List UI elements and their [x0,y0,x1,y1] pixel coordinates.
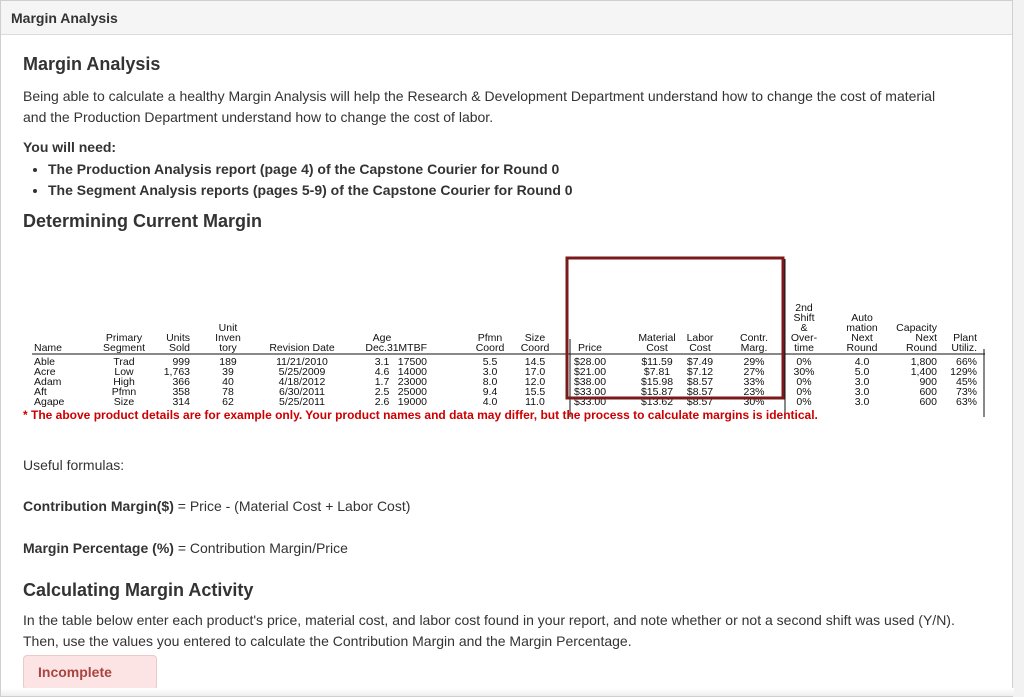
table-cell-age: 4.6 [374,366,390,378]
table-cell-auto: 3.0 [854,376,870,388]
table-cell-auto: 3.0 [854,386,870,398]
table-header-mtbf: MTBF [398,342,427,354]
table-header-capacity: Next [915,332,937,344]
table-cell-pfmn: 3.0 [482,366,498,378]
table-header-age: Dec.31 [365,342,399,354]
table-header-name: Name [34,342,63,354]
table-cell-inv: 39 [222,366,234,378]
need-item: • The Segment Analysis reports (pages 5-9) of the Capstone Courier for Round 0 [48,180,573,201]
table-header-revision: Revision Date [269,342,335,354]
table-cell-labor: $8.57 [686,376,714,388]
table-cell-material: $7.81 [643,366,671,378]
table-header-automation: Next [851,332,873,344]
table-cell-auto: 4.0 [854,356,870,368]
intro-paragraph: Being able to calculate a healthy Margin Analysis will help the Research & Development Department understand how to change the cost of material and the Production Department understand how to change the cost of labor. [23,88,936,125]
table-header-inventory: Unit [218,322,238,334]
table-header-overtime: 2nd [795,302,813,314]
table-header-material: Cost [646,342,668,354]
table-cell-rev: 6/30/2011 [279,386,325,398]
table-cell-units: 314 [172,396,190,408]
table-cell-capacity: 600 [919,396,937,408]
table-header-segment: Primary [105,332,143,344]
table-header-automation: Auto [851,312,873,324]
table-cell-age: 1.7 [374,376,390,388]
table-cell-age: 3.1 [374,356,390,368]
table-cell-units: 366 [172,376,190,388]
margin-percentage-term: Margin Percentage (%) [23,540,174,556]
contribution-margin-expression: = Price - (Material Cost + Labor Cost) [173,498,411,514]
contribution-margin-term: Contribution Margin($) [23,498,174,514]
table-cell-mtbf: 14000 [397,366,427,378]
table-cell-capacity: 1,800 [910,356,937,368]
table-cell-price: $21.00 [573,366,607,378]
activity-instructions: In the table below enter each product's price, material cost, and labor cost found in your report, and note whether or not a second shift was used (Y/N). Then, use the values you entered to calculate the Contribution Margin and the Margin Percentage. [23,612,955,649]
table-cell-age: 2.5 [374,386,390,398]
table-cell-price: $33.00 [573,396,607,408]
margin-percentage-expression: = Contribution Margin/Price [173,540,348,556]
table-cell-size: 11.0 [525,396,545,408]
table-cell-pfmn: 5.5 [482,356,498,368]
table-cell-material: $15.98 [640,376,674,388]
example-disclaimer-note: * The above product details are for example only. Your product names and data may differ, but the process to calculate margins is identical. [23,408,818,422]
panel-bottom-shade [1,688,1014,696]
table-cell-size: 15.5 [524,386,546,398]
table-cell-inv: 78 [222,386,234,398]
example-product-table [32,254,985,408]
table-cell-name: Agape [34,396,65,408]
section-title-calculating-margin: Calculating Margin Activity [23,580,254,600]
section-title-margin-analysis: Margin Analysis [23,54,161,74]
table-cell-material: $13.62 [640,396,674,408]
table-cell-rev: 4/18/2012 [278,376,326,388]
table-header-overtime: Shift [793,312,815,324]
table-cell-contr: 27% [743,366,765,378]
table-cell-name: Adam [34,376,62,388]
table-header-size: Coord [520,342,550,354]
table-cell-inv: 40 [222,376,234,388]
table-cell-units: 1,763 [163,366,190,378]
table-header-contr: Marg. [740,342,768,354]
table-header-inventory: Inven [215,332,241,344]
table-cell-mtbf: 25000 [397,386,427,398]
table-cell-labor: $7.49 [686,356,714,368]
incomplete-status-button[interactable]: Incomplete [23,655,157,690]
table-cell-labor: $8.57 [686,386,714,398]
table-cell-size: 14.5 [524,356,546,368]
table-cell-auto: 3.0 [854,396,870,408]
table-header-units_sold: Units [166,332,190,344]
need-label: You will need: [23,139,117,155]
table-cell-plant: 45% [955,376,977,388]
table-cell-rev: 5/25/2009 [278,366,326,378]
table-cell-contr: 23% [743,386,765,398]
table-header-segment: Segment [102,342,146,354]
need-item: • The Production Analysis report (page 4) of the Capstone Courier for Round 0 [48,159,573,180]
table-cell-inv: 189 [219,356,237,368]
table-cell-pfmn: 8.0 [482,376,498,388]
table-cell-auto: 5.0 [854,366,870,378]
table-cell-pfmn: 9.4 [482,386,498,398]
table-cell-segment: High [113,376,135,388]
table-cell-overtime: 30% [793,366,815,378]
table-header-pfmn: Pfmn [477,332,503,344]
table-cell-material: $11.59 [641,356,673,368]
table-cell-rev: 11/21/2010 [276,356,328,368]
table-cell-inv: 62 [222,396,234,408]
table-cell-overtime: 0% [796,376,812,388]
example-table-graphic [32,254,985,408]
table-cell-contr: 30% [743,396,765,408]
table-cell-price: $38.00 [573,376,607,388]
useful-formulas-label: Useful formulas: [23,457,125,473]
table-cell-labor: $8.57 [686,396,714,408]
table-cell-units: 999 [172,356,190,368]
table-cell-capacity: 900 [919,376,937,388]
table-cell-material: $15.87 [640,386,674,398]
table-cell-name: Aft [34,386,47,398]
table-cell-mtbf: 19000 [397,396,427,408]
table-cell-pfmn: 4.0 [482,396,498,408]
table-header-units_sold: Sold [168,342,190,354]
table-cell-name: Able [34,356,56,368]
table-cell-segment: Trad [113,356,135,368]
table-cell-plant: 63% [955,396,977,408]
table-header-capacity: Capacity [896,322,937,334]
needs-list [23,159,573,201]
table-header-automation: Round [846,342,878,354]
panel-header-title: Margin Analysis [1,1,1012,35]
table-cell-contr: 33% [743,376,765,388]
table-cell-rev: 5/25/2011 [279,396,325,408]
table-cell-capacity: 600 [919,386,937,398]
table-header-overtime: & [800,322,808,334]
table-cell-name: Acre [34,366,56,378]
table-cell-mtbf: 23000 [397,376,427,388]
table-header-overtime: time [794,342,814,354]
table-cell-segment: Pfmn [111,386,137,398]
table-cell-overtime: 0% [796,396,812,408]
table-header-labor: Cost [689,342,711,354]
table-cell-segment: Size [113,396,135,408]
table-cell-mtbf: 17500 [397,356,427,368]
table-header-age: Age [372,332,392,344]
table-header-plant: Plant [953,332,977,344]
table-header-automation: mation [846,322,878,334]
table-header-contr: Contr. [739,332,769,344]
table-cell-contr: 29% [743,356,765,368]
table-cell-size: 17.0 [524,366,546,378]
table-cell-labor: $7.12 [686,366,714,378]
table-header-material: Material [638,332,676,344]
table-header-pfmn: Coord [475,342,505,354]
table-cell-plant: 73% [955,386,977,398]
table-cell-price: $33.00 [573,386,607,398]
table-header-inventory: tory [219,342,237,354]
table-header-labor: Labor [686,332,714,344]
table-header-capacity: Round [906,342,937,354]
table-cell-age: 2.6 [374,396,390,408]
table-cell-capacity: 1,400 [910,366,937,378]
table-header-price: Price [578,342,602,354]
section-title-determining-margin: Determining Current Margin [23,211,263,231]
table-header-plant: Utiliz. [951,342,977,354]
margin-percentage-formula [23,540,348,556]
table-cell-overtime: 0% [796,356,812,368]
table-cell-segment: Low [114,366,134,378]
table-cell-units: 358 [172,386,190,398]
table-cell-overtime: 0% [796,386,812,398]
table-cell-plant: 66% [955,356,977,368]
table-cell-plant: 129% [950,366,977,378]
table-cell-size: 12.0 [524,376,546,388]
table-cell-price: $28.00 [573,356,607,368]
contribution-margin-formula [23,498,410,514]
table-header-overtime: Over- [790,332,818,344]
table-header-size: Size [524,332,546,344]
